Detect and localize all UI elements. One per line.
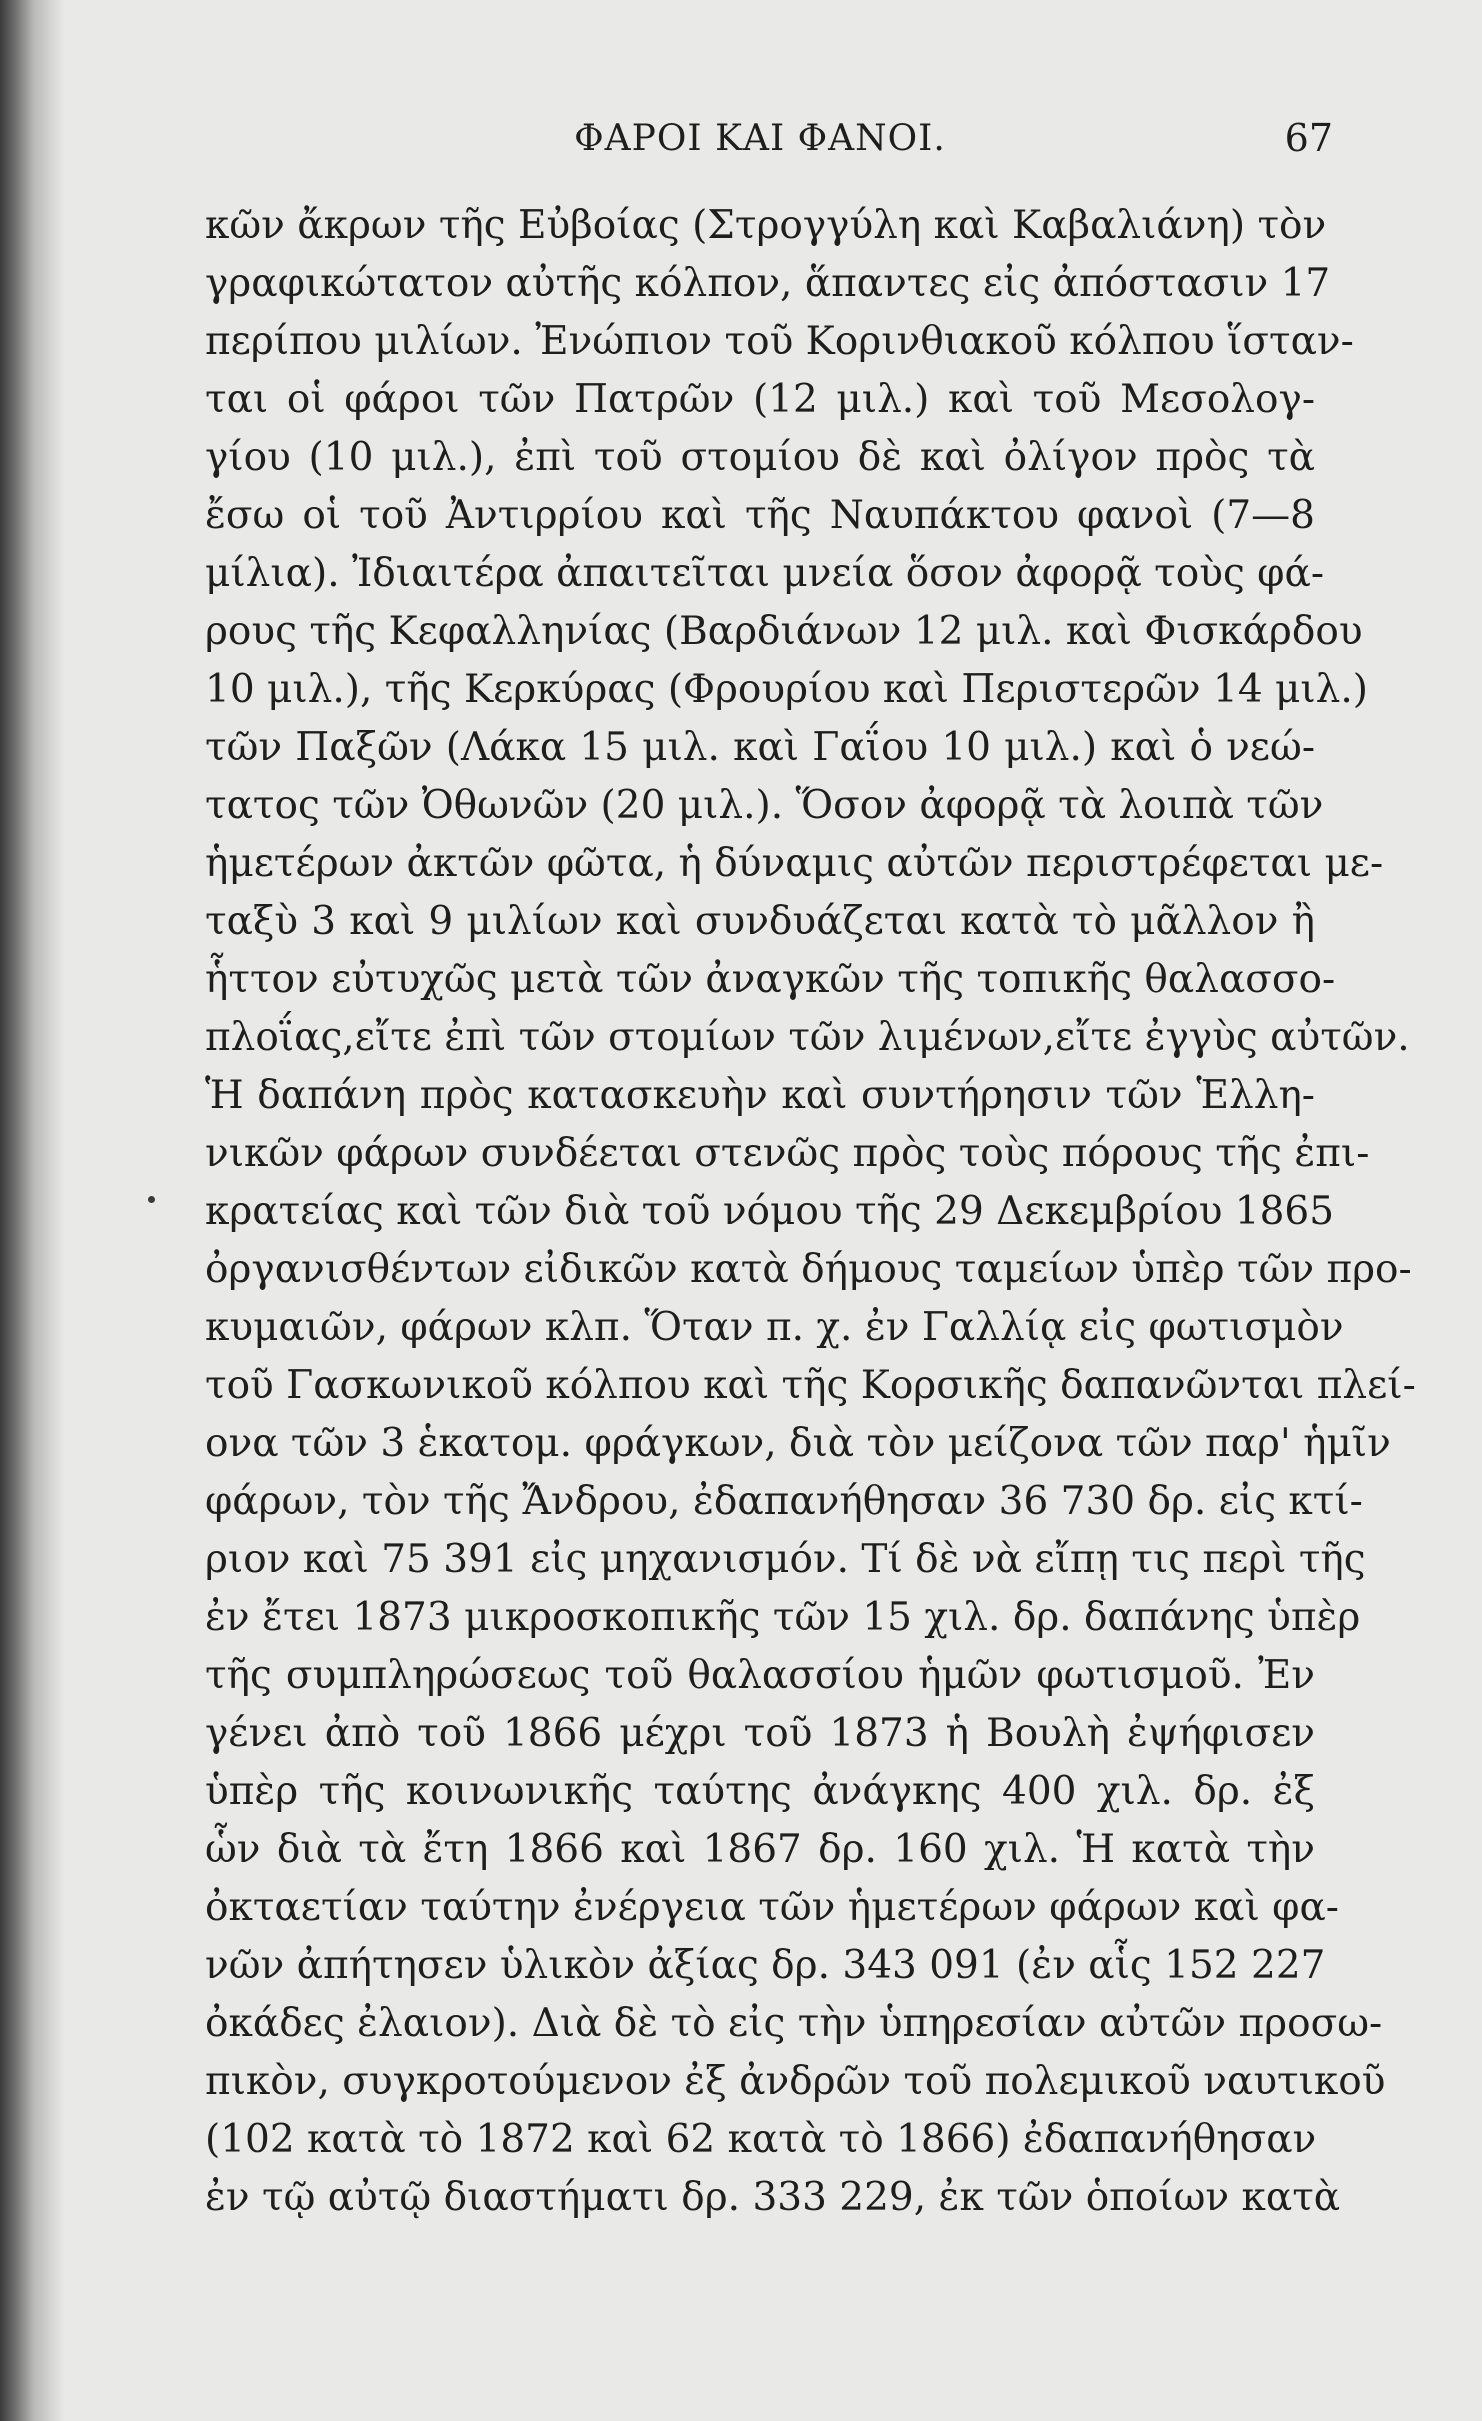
body-text	[205, 197, 1416, 2227]
margin-mark	[148, 1196, 155, 1203]
text-line: ἧττον εὐτυχῶς μετὰ τῶν ἀναγκῶν τῆς τοπικῆς θαλασσο-	[205, 957, 1336, 1002]
text-line: ριον καὶ 75 391 εἰς μηχανισμόν. Τί δὲ νὰ εἴπῃ τις περὶ τῆς	[205, 1537, 1366, 1582]
text-line: κυμαιῶν, φάρων κλπ. Ὅταν π. χ. ἐν Γαλλίᾳ εἰς φωτισμὸν	[205, 1305, 1344, 1350]
text-line: ται οἱ φάροι τῶν Πατρῶν (12 μιλ.) καὶ τοῦ Μεσολογ-	[205, 377, 1315, 422]
text-line: ἡμετέρων ἀκτῶν φῶτα, ἡ δύναμις αὐτῶν περιστρέφεται με-	[205, 841, 1384, 886]
text-line: νικῶν φάρων συνδέεται στενῶς πρὸς τοὺς πόρους τῆς ἐπι-	[205, 1131, 1370, 1176]
text-line: ὀργανισθέντων εἰδικῶν κατὰ δήμους ταμείων ὑπὲρ τῶν προ-	[205, 1247, 1412, 1292]
text-line: περίπου μιλίων. Ἐνώπιον τοῦ Κορινθιακοῦ κόλπου ἵσταν-	[205, 319, 1354, 364]
text-line: ἐν ἔτει 1873 μικροσκοπικῆς τῶν 15 χιλ. δρ. δαπάνης ὑπὲρ	[205, 1595, 1361, 1640]
text-line: ὀκταετίαν ταύτην ἐνέργεια τῶν ἡμετέρων φάρων καὶ φα-	[205, 1885, 1339, 1930]
text-line: μίλια). Ἰδιαιτέρα ἀπαιτεῖται μνεία ὅσον ἀφορᾷ τοὺς φά-	[205, 551, 1325, 596]
text-line: κῶν ἄκρων τῆς Εὐβοίας (Στρογγύλη καὶ Καβαλιάνη) τὸν	[205, 203, 1327, 248]
text-line: 10 μιλ.), τῆς Κερκύρας (Φρουρίου καὶ Περιστερῶν 14 μιλ.)	[205, 667, 1368, 712]
running-head-title: ΦΑΡΟΙ ΚΑΙ ΦΑΝΟΙ.	[574, 118, 946, 159]
text-line: ονα τῶν 3 ἑκατομ. φράγκων, διὰ τὸν μείζονα τῶν παρ' ἡμῖν	[205, 1421, 1391, 1466]
running-head	[205, 110, 1333, 175]
binding-shadow	[0, 0, 64, 2421]
text-line: ταξὺ 3 καὶ 9 μιλίων καὶ συνδυάζεται κατὰ τὸ μᾶλλον ἢ	[205, 899, 1315, 944]
text-line: Ἡ δαπάνη πρὸς κατασκευὴν καὶ συντήρησιν τῶν Ἑλλη-	[205, 1073, 1315, 1118]
text-line: τοῦ Γασκωνικοῦ κόλπου καὶ τῆς Κορσικῆς δαπανῶνται πλεί-	[205, 1363, 1416, 1408]
text-line: πλοΐας,εἴτε ἐπὶ τῶν στομίων τῶν λιμένων,εἴτε ἐγγὺς αὐτῶν.	[205, 1015, 1410, 1060]
text-line: τῶν Παξῶν (Λάκα 15 μιλ. καὶ Γαΐου 10 μιλ.) καὶ ὁ νεώ-	[205, 725, 1315, 770]
text-line: ἔσω οἱ τοῦ Ἀντιρρίου καὶ τῆς Ναυπάκτου φανοὶ (7—8	[205, 493, 1315, 538]
text-line: κρατείας καὶ τῶν διὰ τοῦ νόμου τῆς 29 Δεκεμβρίου 1865	[205, 1189, 1335, 1234]
text-line: τατος τῶν Ὀθωνῶν (20 μιλ.). Ὅσον ἀφορᾷ τὰ λοιπὰ τῶν	[205, 783, 1324, 828]
text-line: ρους τῆς Κεφαλληνίας (Βαρδιάνων 12 μιλ. καὶ Φισκάρδου	[205, 609, 1363, 654]
text-line: γίου (10 μιλ.), ἐπὶ τοῦ στομίου δὲ καὶ ὀλίγον πρὸς τὰ	[205, 435, 1315, 480]
text-line: νῶν ἀπήτησεν ὑλικὸν ἀξίας δρ. 343 091 (ἐν αἷς 152 227	[205, 1943, 1326, 1988]
text-line: γένει ἀπὸ τοῦ 1866 μέχρι τοῦ 1873 ἡ Βουλὴ ἐψήφισεν	[205, 1711, 1315, 1756]
text-line: ἐν τῷ αὐτῷ διαστήματι δρ. 333 229, ἐκ τῶν ὁποίων κατὰ	[205, 2175, 1341, 2220]
text-line: ὀκάδες ἐλαιον). Διὰ δὲ τὸ εἰς τὴν ὑπηρεσίαν αὐτῶν προσω-	[205, 2001, 1383, 2046]
text-line: (102 κατὰ τὸ 1872 καὶ 62 κατὰ τὸ 1866) ἐδαπανήθησαν	[205, 2117, 1317, 2162]
book-page	[205, 110, 1416, 2227]
text-line: φάρων, τὸν τῆς Ἄνδρου, ἐδαπανήθησαν 36 730 δρ. εἰς κτί-	[205, 1479, 1363, 1524]
page-number: 67	[1284, 116, 1333, 160]
text-line: τῆς συμπληρώσεως τοῦ θαλασσίου ἡμῶν φωτισμοῦ. Ἐν	[205, 1653, 1315, 1698]
text-line: ὑπὲρ τῆς κοινωνικῆς ταύτης ἀνάγκης 400 χιλ. δρ. ἐξ	[205, 1769, 1315, 1814]
text-line: γραφικώτατον αὐτῆς κόλπον, ἅπαντες εἰς ἀπόστασιν 17	[205, 261, 1331, 306]
text-line: πικὸν, συγκροτούμενον ἐξ ἀνδρῶν τοῦ πολεμικοῦ ναυτικοῦ	[205, 2059, 1386, 2104]
text-line: ὧν διὰ τὰ ἔτη 1866 καὶ 1867 δρ. 160 χιλ. Ἡ κατὰ τὴν	[205, 1827, 1315, 1872]
